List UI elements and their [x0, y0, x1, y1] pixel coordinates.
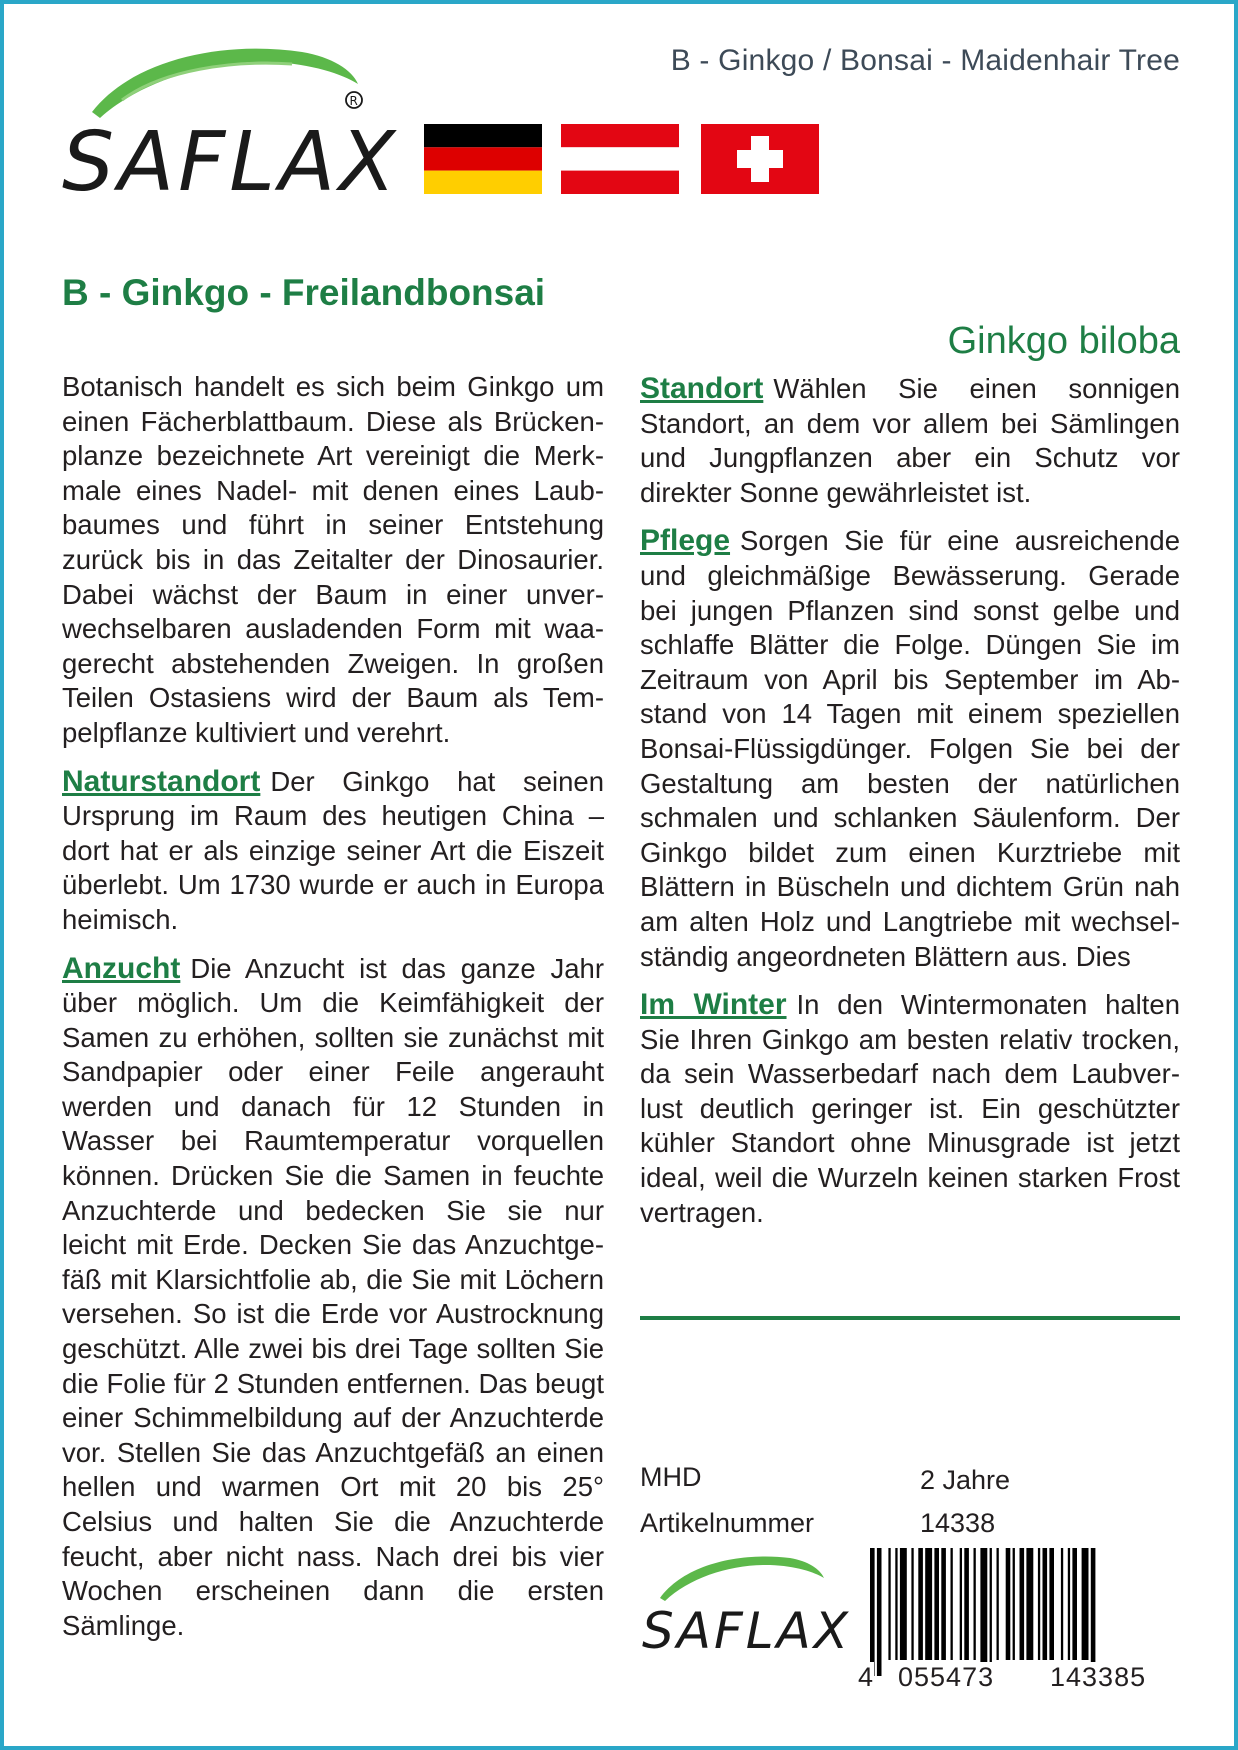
barcode-bar — [918, 1548, 923, 1660]
anzucht-heading: Anzucht — [62, 951, 181, 985]
barcode-bar — [1049, 1548, 1054, 1660]
barcode-bar — [1072, 1548, 1077, 1660]
barcode-bar — [1020, 1548, 1025, 1660]
barcode-bar — [941, 1548, 946, 1660]
barcode-bar — [1026, 1548, 1033, 1660]
barcode-bar — [877, 1548, 882, 1676]
barcode-digits-right: 143385 — [1050, 1662, 1147, 1692]
barcode-bar — [997, 1548, 999, 1660]
winter-heading: Im Winter — [640, 988, 787, 1022]
pflege-paragraph — [640, 524, 1180, 974]
winter-text: In den Wintermonaten halten Sie Ihren Ginkgo am besten relativ trocken, da sein Wasserbedarf nach dem Laubverlust deutlich geringer ist. Ein geschützter kühler Standort ohne Minusgrade ist jetzt ideal, weil die Wurzeln keinen starken Frost vertragen. — [640, 989, 1181, 1228]
barcode-digit-first: 4 — [858, 1662, 875, 1692]
pflege-heading: Pflege — [640, 524, 731, 558]
barcode-bar — [870, 1548, 875, 1676]
intro-paragraph: Botanisch handelt es sich beim Ginkgo um einen Fächerblattbaum. Diese als Brückenplanze bezeichnete Art vereinigt die Merkmale eines Nadel- mit denen eines Laubbaumes und führt in seiner Entstehung zurück bis in das Zeitalter der Dinosaurier. Dabei wächst der Baum in einer unverwechselbaren ausladenden Form mit waagerecht abstehenden Zweigen. In großen Teilen Ostasiens wird der Baum als Tempelpflanze kultiviert und verehrt. — [62, 371, 604, 748]
right-column — [640, 372, 1180, 1244]
left-column — [62, 370, 604, 1657]
barcode-digits-left: 055473 — [898, 1662, 995, 1692]
logo-small-wordmark: SAFLAX — [642, 1602, 852, 1660]
flag-switzerland-icon — [701, 124, 819, 194]
barcode-bar — [1068, 1548, 1070, 1660]
saflax-logo — [62, 40, 412, 210]
barcode-bar — [1038, 1548, 1040, 1660]
standort-paragraph — [640, 372, 1180, 510]
barcode-bar — [1013, 1548, 1015, 1660]
barcode-bar — [974, 1548, 976, 1660]
mhd-value: 2 Jahre — [920, 1465, 1011, 1495]
article-number-label: Artikelnummer — [640, 1508, 815, 1538]
barcode-bar — [1006, 1548, 1011, 1660]
naturstandort-paragraph — [62, 765, 604, 938]
saflax-logo-small — [640, 1550, 860, 1660]
flag-austria-icon — [561, 124, 679, 194]
barcode-bar — [960, 1548, 962, 1660]
barcode-bar — [980, 1548, 987, 1676]
barcode-bar — [990, 1548, 992, 1676]
standort-heading: Standort — [640, 372, 764, 405]
pflege-text: Sorgen Sie für eine ausreichende und gleichmäßige Bewässerung. Gerade bei jungen Pflanzen sind sonst gelbe und schlaffe Blätter die Folge. Düngen Sie im Zeitraum von April bis September im Abstand von 14 Tagen mit einem speziellen Bonsai-Flüssigdünger. Folgen Sie bei der Gestaltung am besten der natürlichen schmalen und schlanken Säulenform. Der Ginkgo bildet zum einen Kurztriebe mit Blättern in Büscheln und dichtem Grün nah am alten Holz und Langtriebe mit wechselständig angeordneten Blättern aus. Dies — [640, 525, 1180, 972]
mhd-label: MHD — [640, 1462, 702, 1492]
barcode-bar — [964, 1548, 969, 1660]
winter-paragraph — [640, 988, 1180, 1230]
barcode-bar — [934, 1548, 939, 1660]
naturstandort-text: Der Ginkgo hat seinen Ursprung im Raum des heutigen China – dort hat er als einzige seiner Art die Eiszeit überlebt. Um 1730 wurde er auch in Europa heimisch. — [62, 765, 604, 935]
barcode-bar — [951, 1548, 953, 1660]
product-line-header: B - Ginkgo / Bonsai - Maidenhair Tree — [670, 44, 1180, 77]
section-divider — [640, 1316, 1180, 1320]
article-number-value: 14338 — [920, 1508, 996, 1538]
barcode-bar — [900, 1548, 907, 1660]
botanical-name: Ginkgo biloba — [947, 320, 1180, 362]
ean-barcode — [866, 1548, 1182, 1678]
barcode-bar — [1091, 1548, 1096, 1676]
barcode-bar — [911, 1548, 913, 1660]
anzucht-paragraph — [62, 952, 604, 1644]
svg-text:R: R — [349, 94, 358, 108]
page-title: B - Ginkgo - Freilandbonsai — [62, 272, 546, 313]
standort-text: Wählen Sie einen sonnigen Standort, an dem vor allem bei Sämlingen und Jungpflanzen aber ein Schutz vor direkter Sonne gewährleistet ist. — [640, 373, 1180, 508]
anzucht-text: Die Anzucht ist das ganze Jahr über möglich. Um die Keimfähigkeit der Samen zu erhöhen, sollten sie zunächst mit Sandpapier oder einer Feile angerauht werden und danach für 12 Stunden in Wasser bei Raumtemperatur vorquellen können. Drücken Sie die Samen in feuchte Anzuchterde und bedecken Sie sie nur leicht mit Erde. Decken Sie das Anzuchtgefäß mit Klarsichtfolie ab, die Sie mit Löchern versehen. So ist die Erde vor Austrocknung geschützt. Alle zwei bis drei Tage sollten Sie die Folie für 2 Stunden entfernen. Das beugt einer Schimmelbildung auf der Anzuchterde vor. Stellen Sie das Anzuchtgefäß an einen hellen und warmen Ort mit 20 bis 25° Celsius und halten Sie die Anzuchterde feucht, aber nicht nass. Nach drei bis vier Wochen erscheinen dann die ersten Sämlinge. — [62, 952, 604, 1641]
logo-wordmark: SAFLAX — [62, 115, 400, 210]
barcode-bar — [1043, 1548, 1048, 1660]
naturstandort-heading: Naturstandort — [62, 764, 261, 798]
barcode-bar — [1061, 1548, 1063, 1660]
barcode-bar — [925, 1548, 932, 1660]
barcode-bar — [895, 1548, 897, 1660]
flag-germany-icon — [424, 124, 542, 194]
barcode-bar — [1082, 1548, 1089, 1660]
barcode-bar — [888, 1548, 890, 1660]
